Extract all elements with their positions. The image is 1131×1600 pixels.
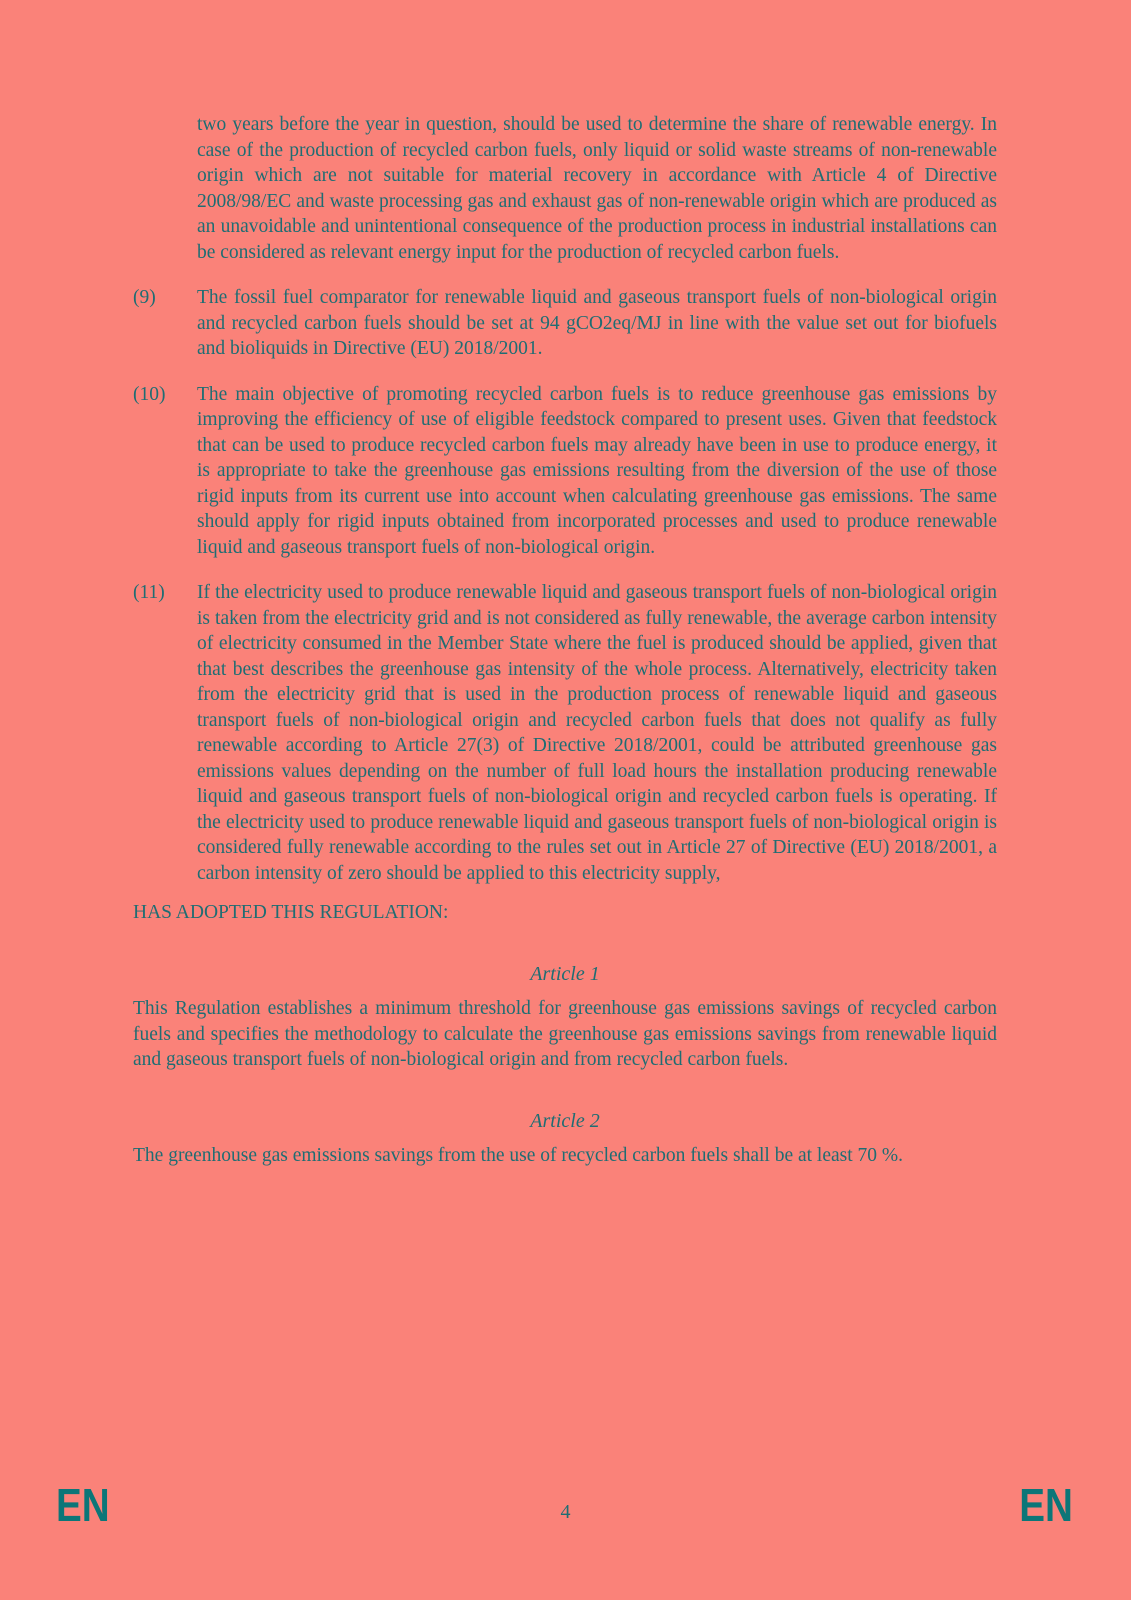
recital-11-text: If the electricity used to produce renewable liquid and gaseous transport fuels of non-biological origin is taken from the electricity grid and is not considered as fully renewable, the average carbon intensity of electricity consumed in the Member State where the fuel is produced should be applied, given that that best describes the greenhouse gas intensity of the whole process. Alternatively, electricity taken from the electricity grid that is used in the production process of renewable liquid and gaseous transport fuels of non-biological origin and recycled carbon fuels that does not qualify as fully renewable according to Article 27(3) of Directive 2018/2001, could be attributed greenhouse gas emissions values depending on the number of full load hours the installation producing renewable liquid and gaseous transport fuels of non-biological origin and recycled carbon fuels is operating. If the electricity used to produce renewable liquid and gaseous transport fuels of non-biological origin is considered fully renewable according to the rules set out in Article 27 of Directive (EU) 2018/2001, a carbon intensity of zero should be applied to this electricity supply, <box>197 582 997 884</box>
page-number: 4 <box>560 1501 571 1523</box>
recital-9-number: (9) <box>133 287 156 308</box>
recital-10-text: The main objective of promoting recycled carbon fuels is to reduce greenhouse gas emissions by improving the efficiency of use of eligible feedstock compared to present uses. Given that feedstock that can be used to produce recycled carbon fuels may already have been in use to produce energy, it is appropriate to take the greenhouse gas emissions resulting from the diversion of the use of those rigid inputs from its current use into account when calculating greenhouse gas emissions. The same should apply for rigid inputs obtained from incorporated processes and used to produce renewable liquid and gaseous transport fuels of non-biological origin. <box>197 383 997 558</box>
article-2-heading: Article 2 <box>530 1109 600 1132</box>
recital-9-text: The fossil fuel comparator for renewable liquid and gaseous transport fuels of non-biological origin and recycled carbon fuels should be set at 94 gCO2eq/MJ in line with the value set out for biofuels and bioliquids in Directive (EU) 2018/2001. <box>197 287 997 359</box>
article-2-body: The greenhouse gas emissions savings from the use of recycled carbon fuels shall be at least 70 %. <box>133 1145 904 1166</box>
recital-10 <box>133 382 997 561</box>
recital-8-continuation-text: two years before the year in question, should be used to determine the share of renewable energy. In case of the production of recycled carbon fuels, only liquid or solid waste streams of non-renewable origin which are not suitable for material recovery in accordance with Article 4 of Directive 2008/98/EC and waste processing gas and exhaust gas of non-renewable origin which are produced as an unavoidable and unintentional consequence of the production process in industrial installations can be considered as relevant energy input for the production of recycled carbon fuels. <box>197 114 997 263</box>
article-1-heading: Article 1 <box>530 962 600 985</box>
article-1-body: This Regulation establishes a minimum threshold for greenhouse gas emissions savings of recycled carbon fuels and specifies the methodology to calculate the greenhouse gas emissions savings from renewable liquid and gaseous transport fuels of non-biological origin and from recycled carbon fuels. <box>133 998 997 1070</box>
footer-language-code-right: EN <box>1019 1479 1073 1531</box>
page-content <box>133 112 997 1169</box>
footer-language-code-left: EN <box>56 1479 110 1531</box>
recital-10-number: (10) <box>133 383 166 405</box>
recital-11 <box>133 580 997 886</box>
adoption-clause: HAS ADOPTED THIS REGULATION: <box>133 902 449 923</box>
recital-9 <box>133 285 997 362</box>
recital-11-number: (11) <box>133 582 165 603</box>
